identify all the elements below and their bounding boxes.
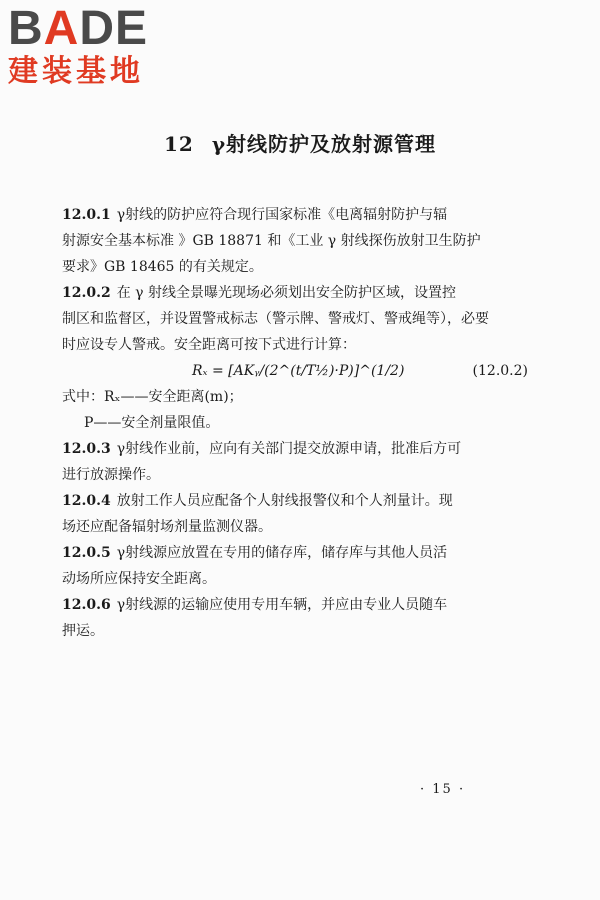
clause-text: γ射线源应放置在专用的储存库，储存库与其他人员活	[116, 545, 448, 561]
clause-number: 12.0.4	[62, 493, 111, 509]
clause-text: γ射线的防护应符合现行国家标准《电离辐射防护与辐	[116, 207, 448, 223]
chapter-title	[0, 128, 600, 157]
formula-definition: P——安全剂量限值。	[84, 415, 220, 431]
clause-number: 12.0.5	[62, 545, 111, 561]
clause-text: γ射线源的运输应使用专用车辆，并应由专业人员随车	[116, 597, 448, 613]
section-12-0-2	[62, 280, 528, 436]
logo-subtitle: 建装基地	[8, 54, 144, 89]
clause-number: 12.0.1	[62, 207, 111, 223]
section-12-0-4	[62, 488, 528, 540]
formula-definition: 式中：Rₓ——安全距离(m)；	[62, 389, 243, 405]
formula-expression: Rₓ = [AKᵧ/(2^(t/T½)·P)]^(1/2)	[192, 363, 405, 379]
clause-text: 动场所应保持安全距离。	[62, 571, 216, 587]
clause-text: 进行放源操作。	[62, 467, 160, 483]
clause-text: 要求》GB 18465 的有关规定。	[62, 259, 263, 275]
logo	[8, 4, 178, 90]
clause-text: 射源安全基本标准 》GB 18871 和《工业 γ 射线探伤放射卫生防护	[62, 233, 481, 249]
page-number: · 15 ·	[420, 782, 466, 797]
logo-mark: BADE	[8, 2, 149, 55]
clause-text: 押运。	[62, 623, 104, 639]
clause-text: 时应设专人警戒。安全距离可按下式进行计算：	[62, 337, 356, 353]
clause-text: 在 γ 射线全景曝光现场必须划出安全防护区域，设置控	[116, 285, 456, 301]
section-12-0-5	[62, 540, 528, 592]
equation-number: (12.0.2)	[472, 363, 528, 379]
section-12-0-3	[62, 436, 528, 488]
clause-text: 场还应配备辐射场剂量监测仪器。	[62, 519, 272, 535]
formula	[62, 358, 528, 384]
clause-number: 12.0.3	[62, 441, 111, 457]
chapter-title-text: γ射线防护及放射源管理	[211, 132, 437, 156]
section-12-0-1	[62, 202, 528, 280]
clause-text: γ射线作业前，应向有关部门提交放源申请，批准后方可	[116, 441, 462, 457]
clause-text: 放射工作人员应配备个人射线报警仪和个人剂量计。现	[116, 493, 453, 509]
clause-number: 12.0.6	[62, 597, 111, 613]
clause-text: 制区和监督区，并设置警戒标志（警示牌、警戒灯、警戒绳等），必要	[62, 311, 489, 327]
section-12-0-6	[62, 592, 528, 644]
chapter-number: 12	[163, 132, 194, 156]
clause-number: 12.0.2	[62, 285, 111, 301]
